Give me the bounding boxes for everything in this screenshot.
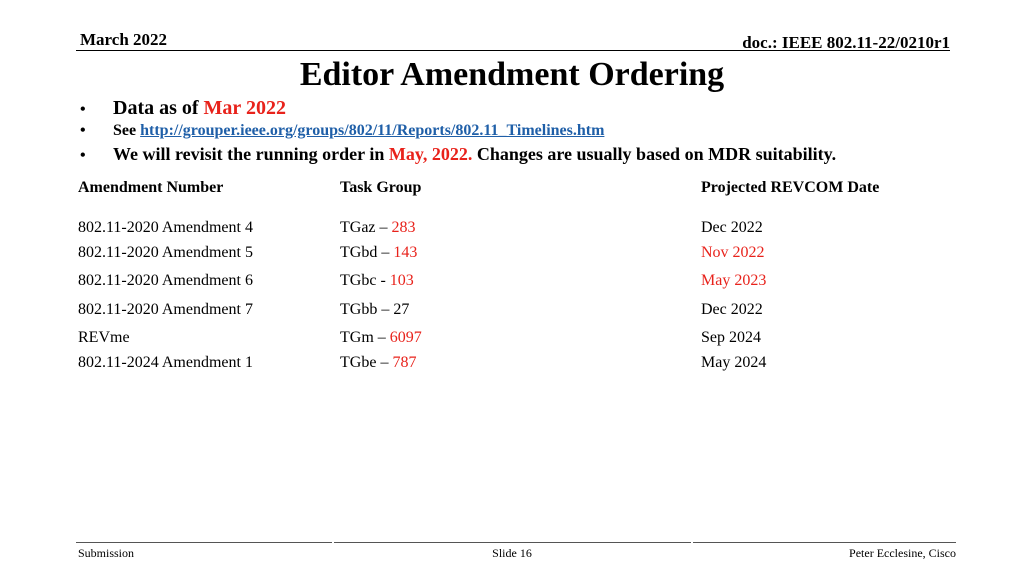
table-row-amendment: 802.11-2020 Amendment 5 — [78, 244, 253, 261]
data-date: Mar 2022 — [203, 97, 286, 119]
footer-rule — [76, 542, 332, 543]
table-row-revcom-date: Dec 2022 — [701, 301, 763, 318]
header-rule — [76, 50, 950, 51]
task-group-separator: – — [375, 219, 392, 236]
table-row-task-group — [340, 219, 416, 237]
table-row-revcom-date: May 2024 — [701, 354, 767, 371]
slide-title: Editor Amendment Ordering — [299, 56, 725, 93]
table-row-amendment: REVme — [78, 329, 130, 346]
revisit-date: May, 2022. — [388, 144, 473, 164]
bullet-text: Changes are usually based on MDR suitability. — [472, 144, 837, 164]
task-group-name: TGm — [340, 329, 374, 346]
column-header-revcom-date: Projected REVCOM Date — [701, 179, 880, 196]
task-group-count: 6097 — [389, 329, 422, 346]
task-group-separator: – — [377, 244, 394, 261]
bullet-text: Data as of — [113, 97, 204, 119]
task-group-separator: - — [376, 272, 390, 289]
task-group-count: 27 — [393, 301, 410, 318]
task-group-separator: – — [377, 301, 394, 318]
task-group-separator: – — [376, 354, 393, 371]
table-row-amendment: 802.11-2024 Amendment 1 — [78, 354, 253, 371]
table-row-revcom-date: Nov 2022 — [701, 244, 765, 261]
task-group-name: TGaz — [340, 219, 376, 236]
footer-author: Peter Ecclesine, Cisco — [849, 546, 956, 560]
table-row-task-group — [340, 272, 414, 290]
bullet-marker: • — [80, 147, 86, 164]
task-group-name: TGbb — [340, 301, 378, 318]
table-row-amendment: 802.11-2020 Amendment 7 — [78, 301, 253, 318]
column-header-task-group: Task Group — [340, 179, 422, 196]
footer-rule — [693, 542, 956, 543]
task-group-count: 283 — [391, 219, 416, 236]
column-header-amendment: Amendment Number — [78, 179, 224, 196]
bullet-revisit — [80, 144, 960, 168]
bullet-list — [80, 97, 960, 168]
table-row-amendment: 802.11-2020 Amendment 6 — [78, 272, 253, 289]
bullet-text: We will revisit the running order in — [113, 144, 389, 164]
task-group-count: 787 — [392, 354, 417, 371]
task-group-name: TGbe — [340, 354, 377, 371]
header-date: March 2022 — [80, 30, 168, 49]
table-row-task-group — [340, 301, 409, 319]
task-group-name: TGbd — [340, 244, 378, 261]
bullet-text: See — [113, 122, 141, 139]
table-row-task-group — [340, 329, 422, 347]
table-row-task-group — [340, 354, 416, 372]
task-group-count: 143 — [393, 244, 418, 261]
task-group-separator: – — [373, 329, 390, 346]
timelines-link[interactable]: http://grouper.ieee.org/groups/802/11/Reports/802.11_Timelines.htm — [140, 122, 605, 139]
footer-submission: Submission — [78, 546, 135, 560]
header-doc-id: doc.: IEEE 802.11-22/0210r1 — [742, 33, 950, 52]
bullet-see-link — [80, 122, 960, 144]
footer-slide-number: Slide 16 — [492, 546, 532, 560]
table-row-amendment: 802.11-2020 Amendment 4 — [78, 219, 253, 236]
bullet-data-as-of — [80, 97, 960, 122]
task-group-name: TGbc — [340, 272, 377, 289]
task-group-count: 103 — [389, 272, 414, 289]
table-row-revcom-date: Sep 2024 — [701, 329, 761, 346]
table-row-task-group — [340, 244, 417, 262]
footer-rule — [334, 542, 691, 543]
table-row-revcom-date: Dec 2022 — [701, 219, 763, 236]
bullet-marker: • — [80, 122, 86, 139]
bullet-marker: • — [80, 101, 86, 118]
table-row-revcom-date: May 2023 — [701, 272, 767, 289]
